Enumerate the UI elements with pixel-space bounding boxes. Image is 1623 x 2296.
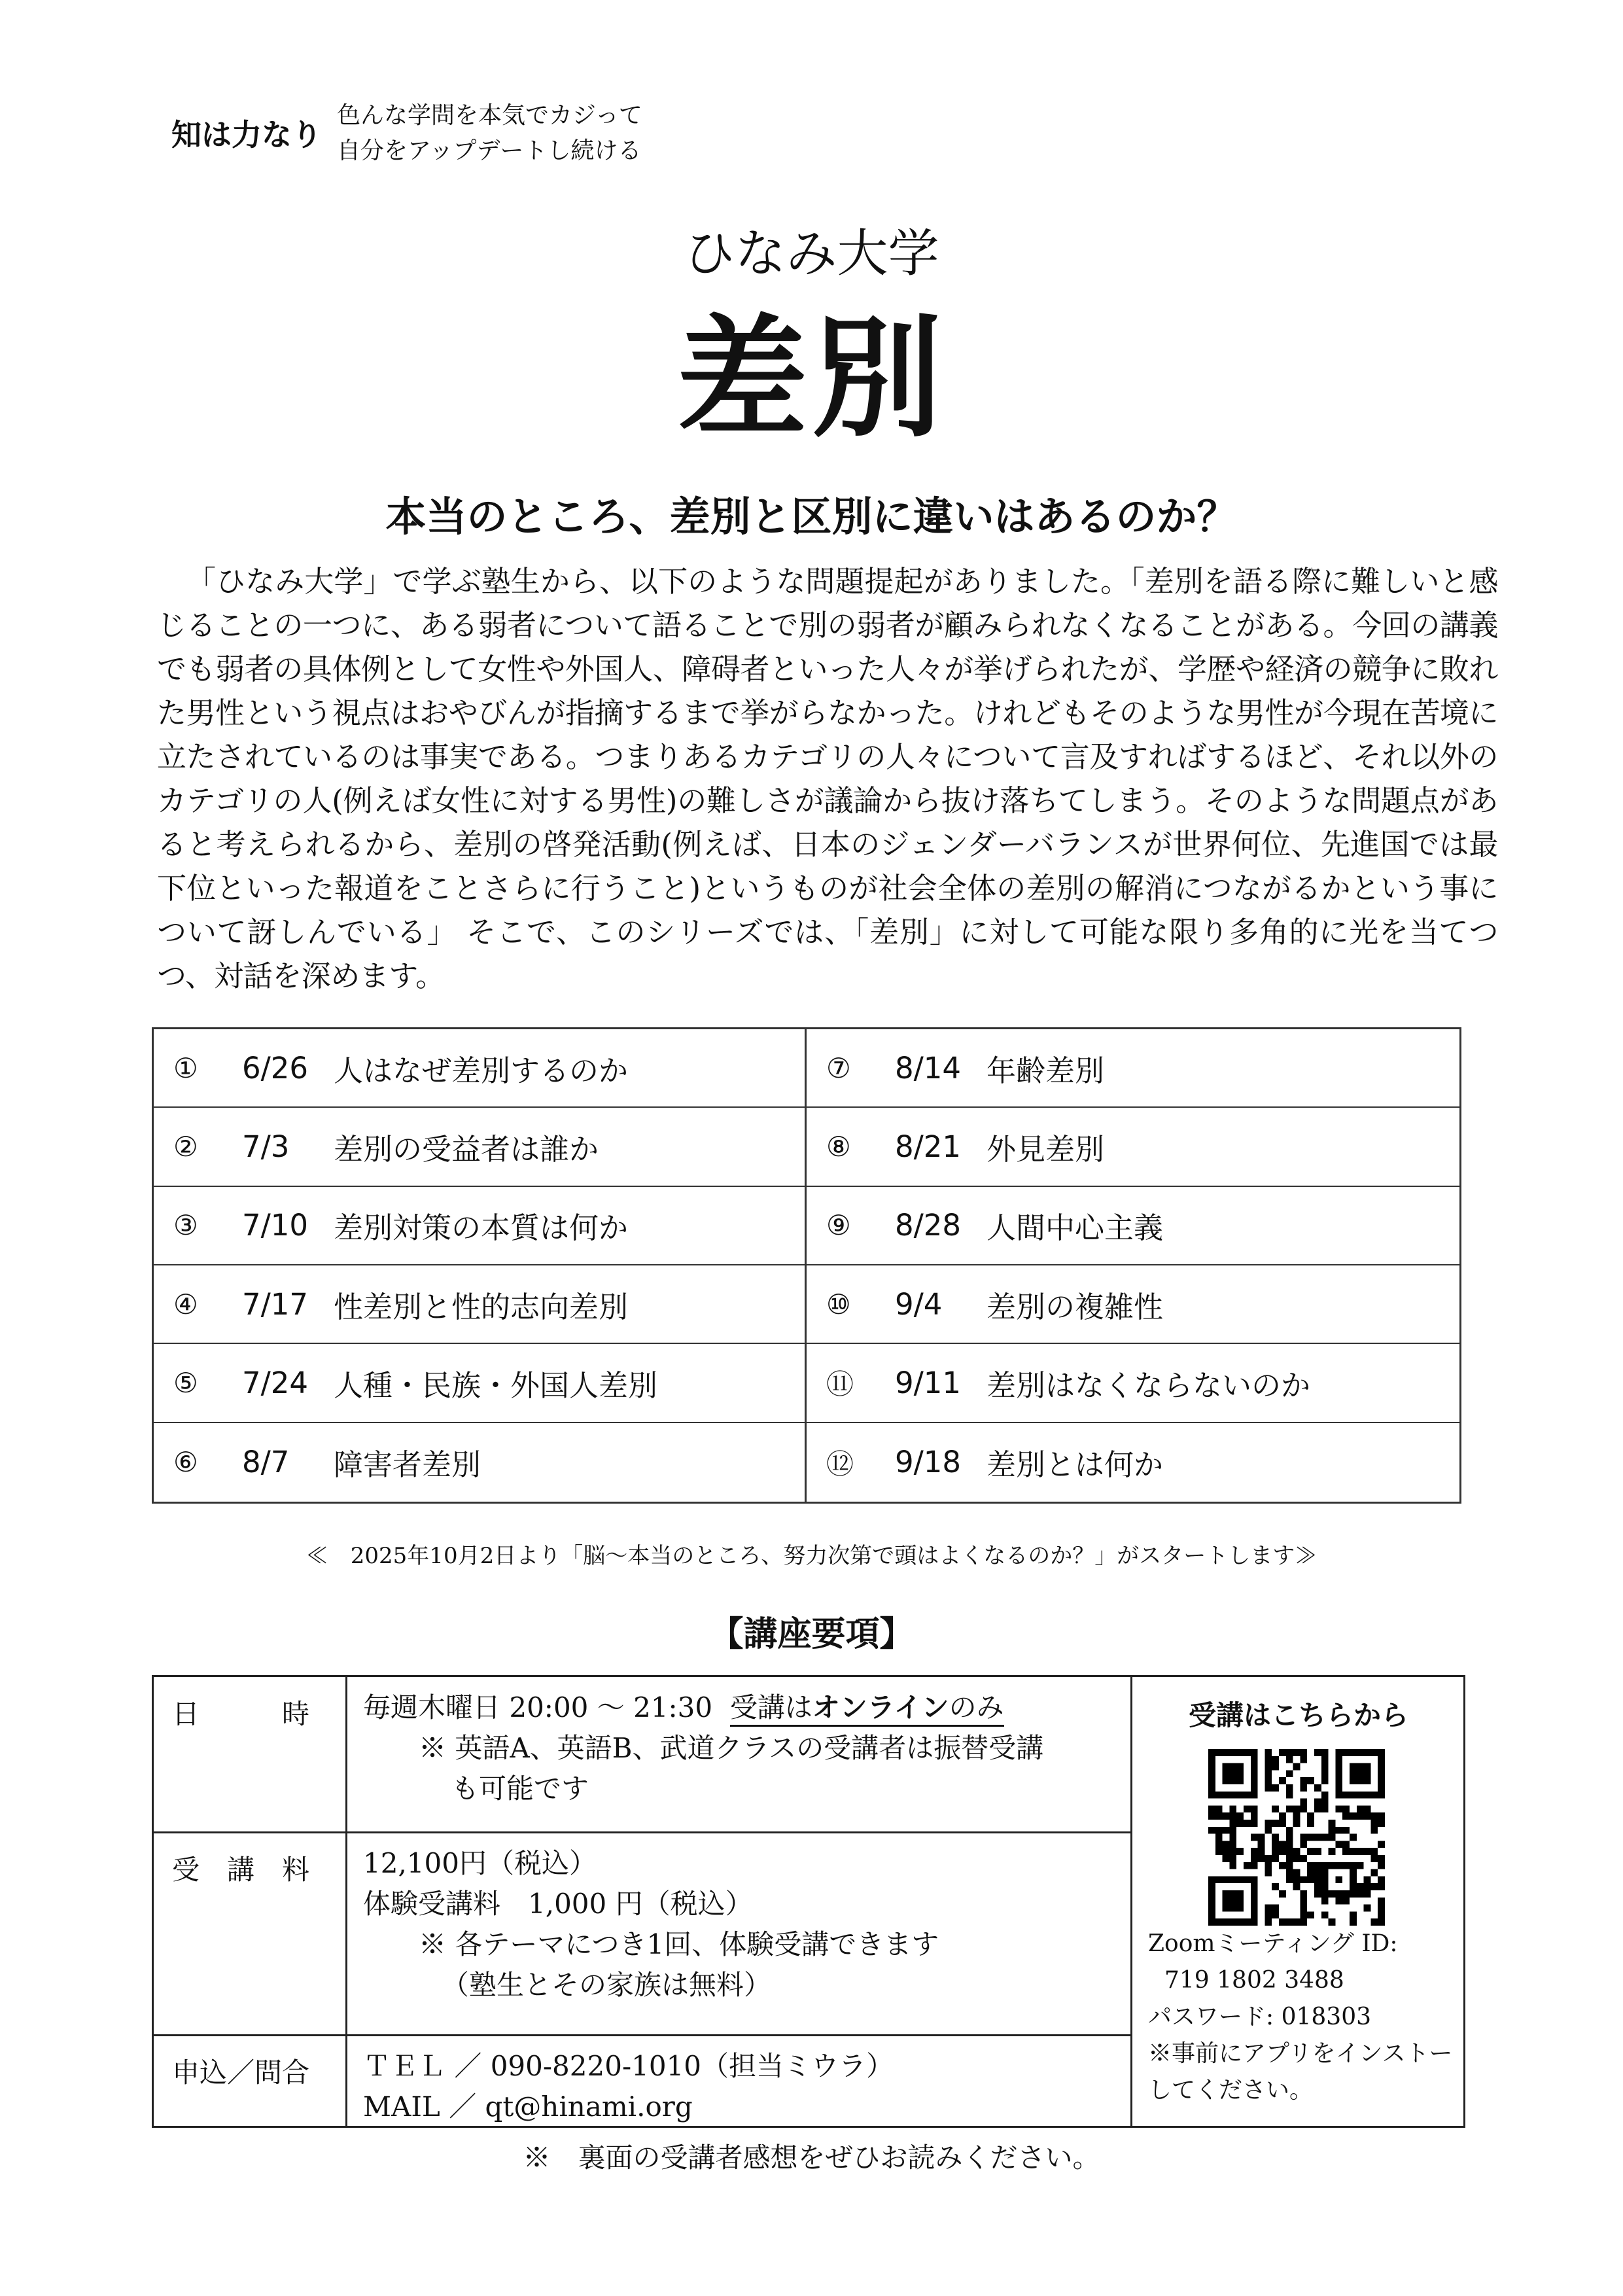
- schedule-item: [154, 1265, 807, 1344]
- schedule-item: [807, 1029, 1459, 1108]
- session-date: 7/10: [242, 1208, 309, 1243]
- tagline-line-1: 色んな学問を本気でカジって: [337, 102, 642, 129]
- zoom-info: [1148, 1926, 1452, 2109]
- session-topic: 差別の複雑性: [986, 1289, 1164, 1324]
- session-number: ⑩: [826, 1288, 851, 1320]
- session-date: 8/7: [242, 1445, 290, 1480]
- schedule-item: [154, 1423, 807, 1502]
- session-number: ⑪: [826, 1368, 854, 1401]
- divider: [154, 1831, 1131, 1833]
- session-number: ⑦: [826, 1051, 851, 1084]
- session-topic: 性差別と性的志向差別: [334, 1289, 629, 1324]
- contact-value: [363, 2046, 894, 2127]
- datetime-label: 日 時: [172, 1698, 310, 1730]
- session-date: 7/3: [242, 1129, 290, 1164]
- schedule-item: [807, 1423, 1459, 1502]
- session-date: 9/4: [895, 1286, 943, 1322]
- install-note-cont: してください。: [1148, 2077, 1314, 2104]
- zoom-id: 719 1802 3488: [1164, 1967, 1344, 1994]
- session-topic: 差別の受益者は誰か: [334, 1131, 599, 1167]
- session-number: ⑫: [826, 1447, 854, 1480]
- session-number: ②: [173, 1130, 198, 1163]
- session-number: ①: [173, 1051, 198, 1084]
- session-number: ⑧: [826, 1130, 851, 1163]
- page-subtitle: 本当のところ、差別と区別に違いはあるのか？: [385, 493, 1238, 540]
- datetime-value: [363, 1687, 1043, 1809]
- session-topic: 年齢差別: [986, 1053, 1105, 1088]
- schedule-item: [807, 1187, 1459, 1265]
- schedule-item: [807, 1108, 1459, 1186]
- session-date: 8/14: [895, 1050, 962, 1086]
- contact-tel[interactable]: ＴＥＬ ／ 090-8220-1010（担当ミウラ）: [363, 2050, 894, 2082]
- zoom-id-label: Zoomミーティング ID:: [1148, 1930, 1398, 1957]
- session-date: 9/18: [895, 1445, 962, 1480]
- course-info-table: [152, 1675, 1465, 2128]
- zoom-password: パスワード: 018303: [1148, 2004, 1371, 2030]
- divider: [1130, 1677, 1132, 2126]
- session-topic: 人種・民族・外国人差別: [334, 1368, 658, 1403]
- apply-heading: 受講はこちらから: [1188, 1699, 1408, 1731]
- fee-label: 受 講 料: [172, 1854, 310, 1886]
- schedule-item: [154, 1108, 807, 1186]
- session-topic: 障害者差別: [334, 1447, 481, 1483]
- install-note: ※事前にアプリをインストー: [1148, 2040, 1453, 2067]
- schedule-item: [154, 1029, 807, 1108]
- session-number: ⑨: [826, 1209, 851, 1242]
- session-number: ⑥: [173, 1446, 198, 1479]
- intro-paragraph: 「ひなみ大学」で学ぶ塾生から、以下のような問題提起がありました。「差別を語る際に難しいと感じることの一つに、ある弱者について語ることで別の弱者が顧みられなくなることがある。今回の講義でも弱者の具体例として女性や外国人、障碍者といった人々が挙げられたが、学歴や経済の競争に敗れた男性という視点はおやびんが指摘するまで挙がらなかった。けれどもそのような男性が今現在苦境に立たされているのは事実である。つまりあるカテゴリの人々について言及すればするほど、それ以外のカテゴリの人(例えば女性に対する男性)の難しさが議論から抜け落ちてしまう。そのような問題点があると考えられるから、差別の啓発活動(例えば、日本のジェンダーバランスが世界何位、先進国では最下位といった報道をことさらに行うこと)というものが社会全体の差別の解消につながるかという事について訝しんでいる」 そこで、このシリーズでは、「差別」に対して可能な限り多角的に光を当てつつ、対話を深めます。: [157, 564, 1498, 993]
- session-topic: 人間中心主義: [986, 1210, 1164, 1246]
- transfer-note-cont: も可能です: [451, 1773, 589, 1805]
- schedule-time: 毎週木曜日 20:00 〜 21:30: [363, 1691, 713, 1723]
- session-number: ③: [173, 1209, 198, 1242]
- course-details-heading: 【講座要項】: [709, 1615, 914, 1654]
- divider: [345, 1677, 347, 2126]
- tagline-line-2: 自分をアップデートし続ける: [337, 137, 642, 164]
- divider: [154, 2034, 1131, 2036]
- schedule-item: [807, 1265, 1459, 1344]
- schedule-item: [807, 1344, 1459, 1422]
- fee-amount: 12,100円（税込）: [363, 1847, 597, 1879]
- online-only-note: 受講はオンラインのみ: [730, 1691, 1004, 1727]
- trial-note: ※ 各テーマにつき1回、体験受講できます: [419, 1928, 939, 1960]
- page-title: 差別: [676, 303, 947, 455]
- session-number: ④: [173, 1288, 198, 1320]
- session-date: 8/28: [895, 1208, 962, 1243]
- session-topic: 人はなぜ差別するのか: [334, 1053, 629, 1088]
- session-topic: 差別対策の本質は何か: [334, 1210, 629, 1246]
- schedule-table: [152, 1027, 1461, 1504]
- schedule-item: [154, 1344, 807, 1422]
- session-date: 6/26: [242, 1050, 309, 1086]
- qr-code[interactable]: [1208, 1749, 1385, 1926]
- schedule-item: [154, 1187, 807, 1265]
- session-number: ⑤: [173, 1366, 198, 1399]
- next-series-notice: ≪ 2025年10月2日より「脳〜本当のところ、努力次第で頭はよくなるのか？」がスタートします≫: [305, 1543, 1318, 1569]
- session-date: 7/17: [242, 1286, 309, 1322]
- tagline: [337, 98, 642, 169]
- trial-fee: 体験受講料 1,000 円（税込）: [363, 1888, 753, 1920]
- session-date: 9/11: [895, 1365, 962, 1400]
- fee-value: [363, 1843, 939, 2005]
- transfer-note: ※ 英語A、英語B、武道クラスの受講者は振替受講: [419, 1732, 1044, 1764]
- contact-mail[interactable]: MAIL ／ qt@hinami.org: [363, 2091, 693, 2123]
- session-topic: 差別はなくならないのか: [986, 1368, 1311, 1403]
- trial-note-cont: （塾生とその家族は無料）: [442, 1969, 772, 2001]
- university-name: ひなみ大学: [684, 224, 939, 283]
- footer-note: ※ 裏面の受講者感想をぜひお読みください。: [523, 2142, 1100, 2174]
- session-date: 7/24: [242, 1365, 309, 1400]
- contact-label: 申込／問合: [172, 2057, 310, 2089]
- session-date: 8/21: [895, 1129, 962, 1164]
- session-topic: 外見差別: [986, 1131, 1105, 1167]
- motto: 知は力なり: [171, 117, 322, 152]
- session-topic: 差別とは何か: [986, 1447, 1164, 1483]
